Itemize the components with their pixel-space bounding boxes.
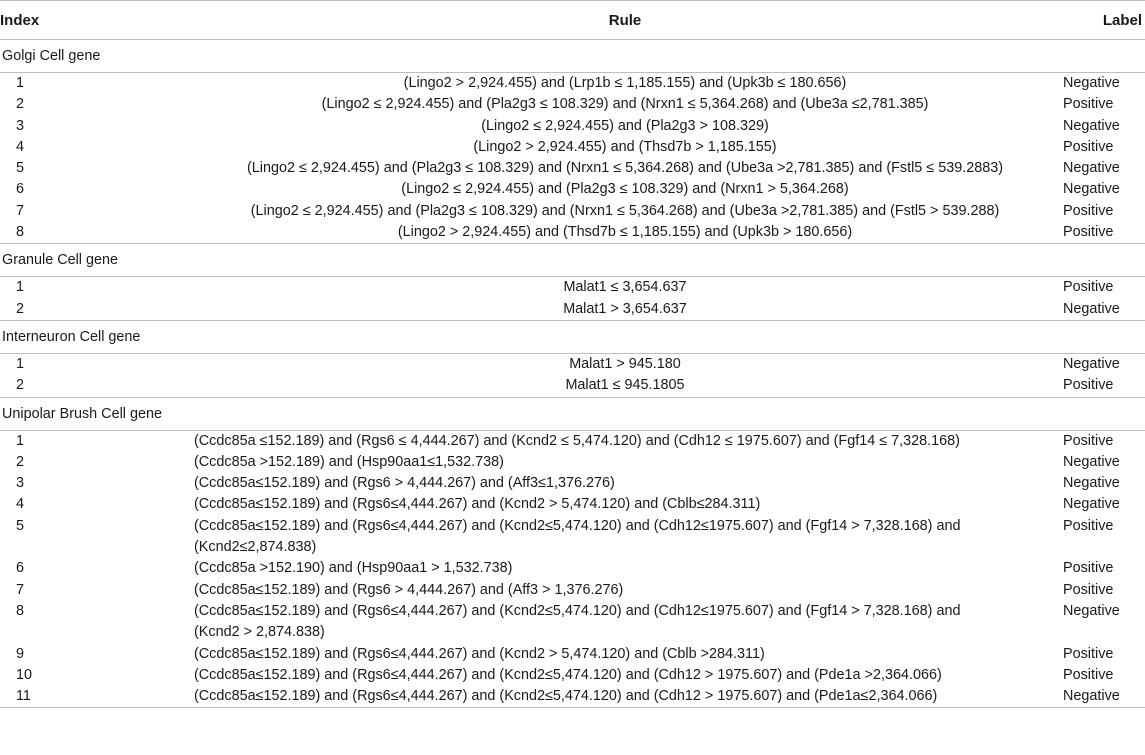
- group-title: Interneuron Cell gene: [0, 320, 1145, 353]
- row-rule: [190, 644, 1060, 665]
- row-index: 1: [16, 432, 25, 449]
- table-body: [0, 40, 1145, 708]
- table-row: [0, 201, 1145, 222]
- table-row: [0, 73, 1145, 95]
- row-rule-text: (Ccdc85a≤152.189) and (Rgs6≤4,444.267) and (Kcnd2 > 5,474.120) and (Cblb >284.311): [194, 645, 765, 662]
- row-index: 5: [16, 160, 25, 177]
- row-rule: (Lingo2 ≤ 2,924.455) and (Pla2g3 ≤ 108.329) and (Nrxn1 ≤ 5,364.268) and (Ube3a >2,781.385) and (Fstl5 > 539.288): [250, 202, 1000, 219]
- row-index: 7: [16, 202, 25, 219]
- row-label: Positive: [1063, 96, 1114, 113]
- row-index: 2: [16, 300, 25, 317]
- table-row: [0, 158, 1145, 179]
- row-label: Negative: [1060, 686, 1145, 708]
- table-row: [0, 601, 1145, 644]
- table-row: [0, 430, 1145, 452]
- row-rule-text: (Ccdc85a ≤152.189) and (Rgs6 ≤ 4,444.267) and (Kcnd2 ≤ 5,474.120) and (Cdh12 ≤ 1975.607) and (Fgf14 ≤ 7,328.168): [194, 432, 960, 449]
- row-index: 6: [16, 181, 25, 198]
- row-index: 8: [16, 224, 25, 241]
- row-rule: [190, 473, 1060, 494]
- row-rule: Malat1 > 3,654.637: [563, 300, 687, 317]
- row-label: Positive: [1063, 224, 1114, 241]
- row-rule-text: (Ccdc85a≤152.189) and (Rgs6≤4,444.267) and (Kcnd2≤5,474.120) and (Cdh12 > 1975.607) and (Pde1a >2,364.066): [194, 666, 942, 683]
- row-label: Positive: [1063, 517, 1114, 534]
- header-index: Index: [0, 1, 190, 40]
- row-rule: [190, 516, 1060, 559]
- row-label: Positive: [1063, 377, 1114, 394]
- group-header-row: [0, 397, 1145, 430]
- table-row: [0, 299, 1145, 321]
- row-rule-text: (Ccdc85a≤152.189) and (Rgs6≤4,444.267) and (Kcnd2≤5,474.120) and (Cdh12 > 1975.607) and (Pde1a≤2,364.066): [194, 688, 938, 705]
- row-index: 5: [16, 517, 25, 534]
- table-row: [0, 94, 1145, 115]
- row-label: Negative: [1063, 355, 1120, 372]
- group-title: Unipolar Brush Cell gene: [0, 397, 1145, 430]
- row-rule: (Lingo2 > 2,924.455) and (Lrp1b ≤ 1,185.155) and (Upk3b ≤ 180.656): [403, 75, 847, 91]
- row-label: Positive: [1063, 581, 1114, 598]
- row-rule: [190, 452, 1060, 473]
- row-rule: [190, 686, 1060, 708]
- row-rule-text: (Ccdc85a≤152.189) and (Rgs6≤4,444.267) and (Kcnd2 > 5,474.120) and (Cblb≤284.311): [194, 496, 761, 513]
- row-rule: Malat1 ≤ 945.1805: [565, 377, 685, 394]
- table-row: [0, 116, 1145, 137]
- table-row: [0, 222, 1145, 244]
- table-row: [0, 516, 1145, 559]
- row-index: 4: [16, 138, 25, 155]
- row-rule-text: (Ccdc85a≤152.189) and (Rgs6 > 4,444.267) and (Aff3≤1,376.276): [194, 475, 615, 492]
- header-rule: Rule: [190, 1, 1060, 40]
- row-label: Negative: [1063, 475, 1120, 492]
- row-label: Positive: [1063, 202, 1114, 219]
- table-row: [0, 179, 1145, 200]
- row-rule: Malat1 > 945.180: [569, 355, 681, 372]
- table-row: [0, 665, 1145, 686]
- table-header: [0, 1, 1145, 40]
- table-row: [0, 375, 1145, 397]
- row-index: 1: [16, 355, 25, 372]
- row-rule: (Lingo2 ≤ 2,924.455) and (Pla2g3 ≤ 108.329) and (Nrxn1 ≤ 5,364.268) and (Ube3a ≤2,781.385): [321, 96, 929, 113]
- row-label: Negative: [1063, 496, 1120, 513]
- row-label: Positive: [1063, 279, 1114, 296]
- row-rule: [190, 558, 1060, 579]
- row-index: 10: [16, 666, 33, 683]
- group-header-row: [0, 40, 1145, 73]
- row-index: 7: [16, 581, 25, 598]
- group-header-row: [0, 244, 1145, 277]
- row-index: 3: [16, 117, 25, 134]
- table-row: [0, 644, 1145, 665]
- table-row: [0, 277, 1145, 299]
- group-title: Granule Cell gene: [0, 244, 1145, 277]
- row-index: 1: [16, 279, 25, 296]
- row-rule-text: (Ccdc85a≤152.189) and (Rgs6 > 4,444.267) and (Aff3 > 1,376.276): [194, 581, 624, 598]
- header-label: Label: [1060, 1, 1145, 40]
- row-rule: [190, 665, 1060, 686]
- row-rule: (Lingo2 > 2,924.455) and (Thsd7b > 1,185.155): [473, 138, 777, 155]
- table-row: [0, 137, 1145, 158]
- row-rule-text: (Ccdc85a >152.190) and (Hsp90aa1 > 1,532.738): [194, 560, 513, 577]
- row-label: Positive: [1063, 138, 1114, 155]
- row-rule: Malat1 ≤ 3,654.637: [563, 279, 687, 296]
- table-row: [0, 353, 1145, 375]
- row-label: Negative: [1063, 160, 1120, 177]
- row-rule: (Lingo2 ≤ 2,924.455) and (Pla2g3 ≤ 108.329) and (Nrxn1 ≤ 5,364.268) and (Ube3a >2,781.385) and (Fstl5 ≤ 539.2883): [246, 160, 1004, 177]
- row-rule: [190, 601, 1060, 644]
- row-label: Negative: [1063, 117, 1120, 134]
- row-label: Negative: [1063, 75, 1120, 91]
- row-label: Positive: [1063, 666, 1114, 683]
- row-index: 9: [16, 645, 25, 662]
- row-rule-text: (Ccdc85a≤152.189) and (Rgs6≤4,444.267) and (Kcnd2≤5,474.120) and (Cdh12≤1975.607) and (Fgf14 > 7,328.168) and (Kcnd2≤2,874.838): [194, 517, 961, 556]
- group-header-row: [0, 320, 1145, 353]
- row-rule: (Lingo2 ≤ 2,924.455) and (Pla2g3 > 108.329): [481, 117, 769, 134]
- row-label: Positive: [1063, 560, 1114, 577]
- row-label: Negative: [1063, 453, 1120, 470]
- row-index: 4: [16, 496, 25, 513]
- table-row: [0, 452, 1145, 473]
- row-index: 1: [16, 75, 25, 91]
- row-rule-text: (Ccdc85a≤152.189) and (Rgs6≤4,444.267) and (Kcnd2≤5,474.120) and (Cdh12≤1975.607) and (Fgf14 > 7,328.168) and (Kcnd2 > 2,874.838): [194, 602, 961, 641]
- row-index: 2: [16, 453, 25, 470]
- table-row: [0, 494, 1145, 515]
- table-row: [0, 473, 1145, 494]
- table-row: [0, 686, 1145, 708]
- row-rule: (Lingo2 ≤ 2,924.455) and (Pla2g3 ≤ 108.329) and (Nrxn1 > 5,364.268): [401, 181, 849, 198]
- row-label: Negative: [1063, 181, 1120, 198]
- table-row: [0, 558, 1145, 579]
- row-rule: (Lingo2 > 2,924.455) and (Thsd7b ≤ 1,185.155) and (Upk3b > 180.656): [397, 224, 853, 241]
- row-rule: [190, 494, 1060, 515]
- row-index: 3: [16, 475, 25, 492]
- row-index: 2: [16, 377, 25, 394]
- row-label: Positive: [1063, 645, 1114, 662]
- row-index: 8: [16, 602, 25, 619]
- row-index: 2: [16, 96, 25, 113]
- row-index: 6: [16, 560, 25, 577]
- group-title: Golgi Cell gene: [0, 40, 1145, 73]
- row-rule: [190, 430, 1060, 452]
- row-label: Negative: [1063, 602, 1120, 619]
- row-rule: [190, 580, 1060, 601]
- row-label: Positive: [1063, 432, 1114, 449]
- table-row: [0, 580, 1145, 601]
- row-index: 11: [0, 686, 190, 708]
- row-rule-text: (Ccdc85a >152.189) and (Hsp90aa1≤1,532.738): [194, 453, 504, 470]
- row-label: Negative: [1063, 300, 1120, 317]
